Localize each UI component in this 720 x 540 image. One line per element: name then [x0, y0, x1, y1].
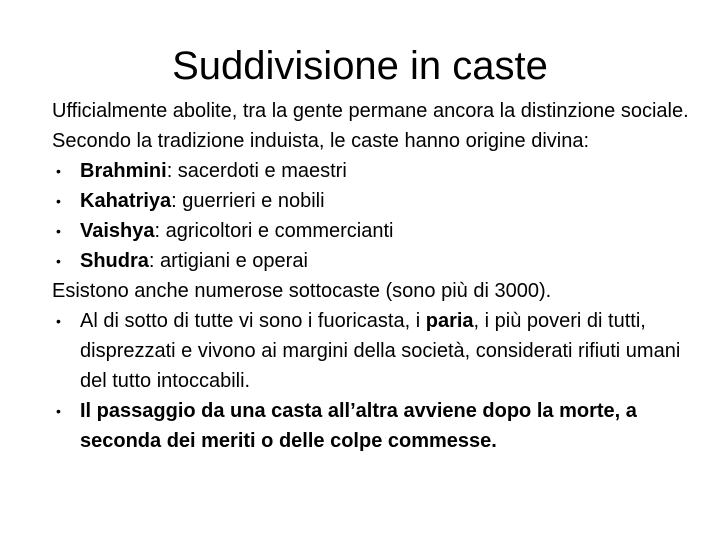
caste-name: Kahatriya	[80, 190, 172, 212]
passage-item	[52, 396, 692, 456]
caste-description: : guerrieri e nobili	[171, 190, 325, 212]
slide-title: Suddivisione in caste	[172, 44, 548, 88]
caste-name: Shudra	[80, 250, 149, 272]
bullet-icon: •	[56, 313, 61, 329]
caste-item-shudra	[52, 246, 692, 276]
caste-item-kahatriya	[52, 186, 692, 216]
outcast-item	[52, 306, 692, 396]
caste-description: : artigiani e operai	[148, 250, 308, 272]
bullet-icon: •	[56, 253, 61, 269]
outcast-text-after: , i più poveri di tutti, disprezzati e vivono ai margini della società, considerati rifiuti umani del tutto intoccabili.	[80, 310, 681, 392]
bullet-icon: •	[56, 403, 61, 419]
bullet-icon: •	[56, 163, 61, 179]
slide-body	[52, 96, 692, 456]
passage-text: Il passaggio da una casta all’altra avviene dopo la morte, a seconda dei meriti o delle colpe commesse.	[80, 400, 637, 452]
caste-name: Brahmini	[80, 160, 167, 182]
caste-description: : agricoltori e commercianti	[154, 220, 394, 242]
caste-item-brahmini	[52, 156, 692, 186]
caste-description: : sacerdoti e maestri	[166, 160, 347, 182]
bullet-icon: •	[56, 193, 61, 209]
caste-item-vaishya	[52, 216, 692, 246]
bullet-icon: •	[56, 223, 61, 239]
subcastes-paragraph: Esistono anche numerose sottocaste (sono più di 3000).	[52, 280, 552, 302]
caste-name: Vaishya	[80, 220, 155, 242]
outcast-text-before: Al di sotto di tutte vi sono i fuoricasta, i	[80, 310, 426, 332]
intro-paragraph: Ufficialmente abolite, tra la gente permane ancora la distinzione sociale.	[52, 100, 689, 122]
caste-origin-paragraph: Secondo la tradizione induista, le caste hanno origine divina:	[52, 130, 590, 152]
paria-term: paria	[425, 310, 474, 332]
